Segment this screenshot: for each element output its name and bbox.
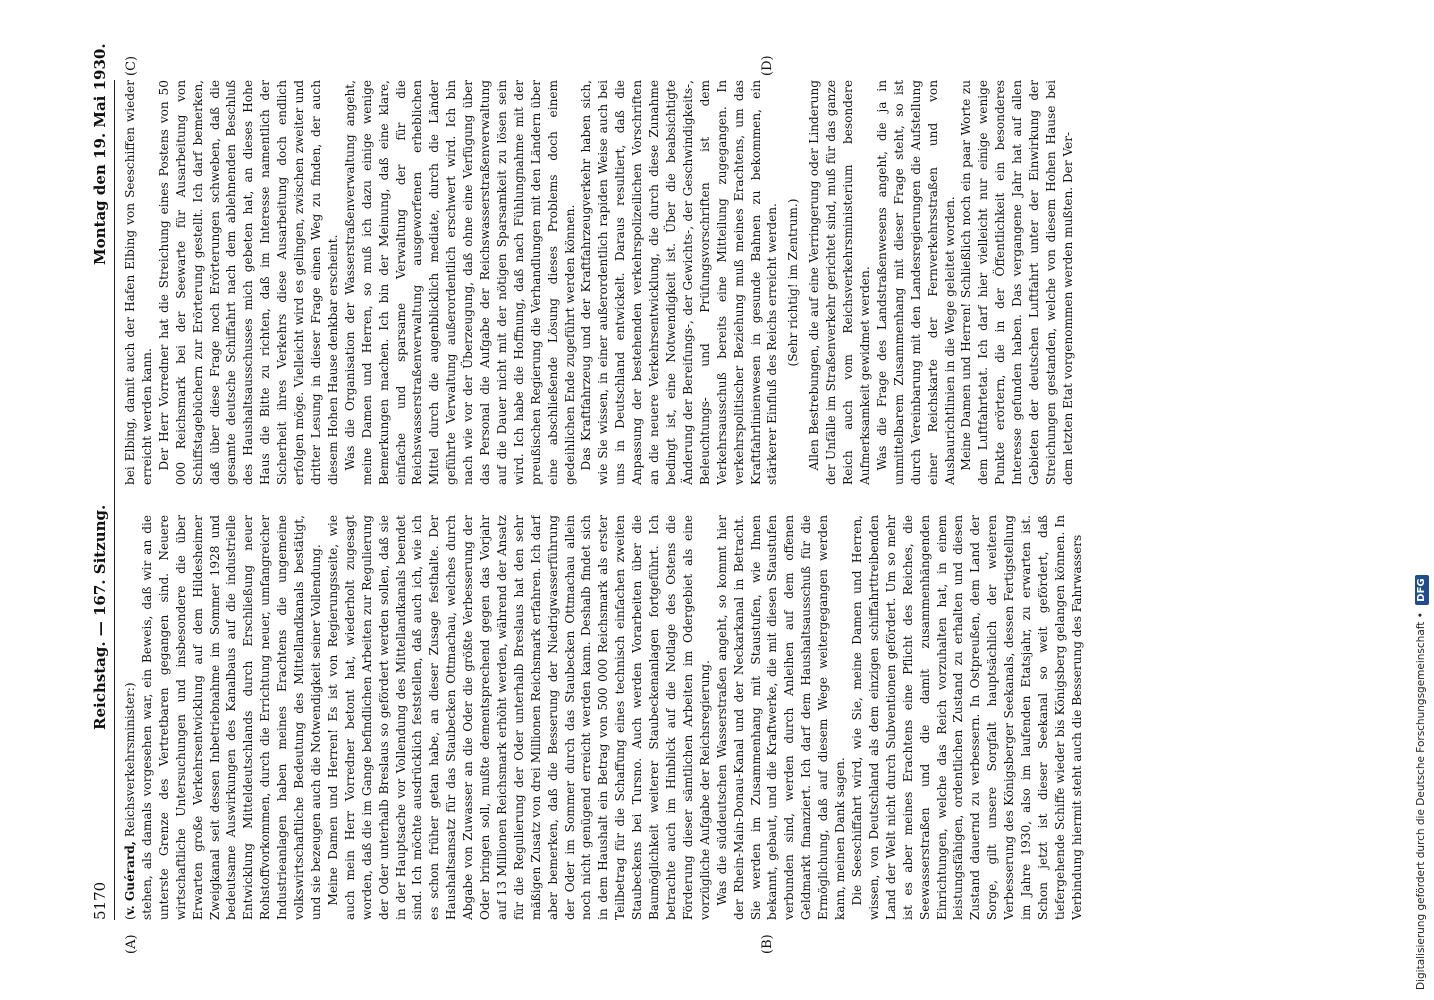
dfg-logo-icon: DFG bbox=[1415, 575, 1429, 604]
header-rule bbox=[114, 80, 115, 920]
paragraph: Was die Organisation der Wasserstraßenverwaltung angeht, meine Damen und Herren, so muß ich dazu einige wenige Bemerkungen machen. Ich bin der Meinung, daß eine klare, einfache und sparsame Verwaltung der für die Reichswasserstraßenverwaltung ausgeworfenen erheblichen Mittel durch die augenblicklich mediate, durch die Länder geführte Verwaltung außerordentlich erschwert wird. Ich bin nach wie vor der Überzeugung, daß ohne eine Verfügung über das Personal die Aufgabe der Reichswasserstraßenverwaltung auf die Dauer nicht mit der nötigen Sparsamkeit zu lösen sein wird. Ich habe die Hoffnung, daß nach Fühlungnahme mit der preußischen Regierung die Verhandlungen mit den Ländern über eine abschließende Lösung dieses Problems doch einem gedeihlichen Ende zugeführt werden können. bbox=[342, 80, 577, 485]
margin-marker-d: (D) bbox=[760, 55, 775, 76]
paragraph: Meine Damen und Herren! Schließlich noch ein paar Worte zu dem Luftfahrtetat. Ich darf hier vielleicht nur einige wenige Punkte erörtern, die in der Öffentlichkeit ein besonderes Interesse gefunden haben. Das vergangene Jahr hat auf allen Gebieten der deutschen Luftfahrt unter der Einwirkung der Streichungen gestanden, welche von diesem Hohen Hause bei dem letzten Etat vorgenommen werden mußten. Der Ver- bbox=[959, 80, 1075, 485]
digitization-stamp bbox=[1410, 10, 1432, 990]
margin-marker-a: (A) bbox=[124, 934, 139, 954]
paragraph: Meine Damen und Herren! Es ist von Regierungsseite, wie auch mein Herr Vorredner betont hat, wiederholt zugesagt worden, daß die im Gange befindlichen Arbeiten zur Regulierung der Oder unterhalb Breslaus so gefördert werden sollen, daß sie in der Hauptsache vor Vollendung des Mittellandkanals beendet sind. Ich möchte ausdrücklich feststellen, daß auch ich, wie ich es schon früher getan habe, an dieser Zusage festhalte. Der Haushaltsansatz für das Staubecken Ottmachau, welches durch Abgabe von Zuwasser an die Oder die größte Verbesserung der Oder bringen soll, mußte dementsprechend gegen das Vorjahr auf 13 Millionen Reichsmark erhöht werden, während der Ansatz für die Regulierung der Oder unterhalb Breslaus hat den sehr mäßigen Zusatz von drei Millionen Reichsmark erfahren. Ich darf aber bemerken, daß die Besserung der Niedrigwasserführung der Oder im Sommer durch das Staubecken Ottmachau allein noch nicht genügend erreicht werden kann. Deshalb findet sich in dem Haushalt ein Betrag von 500 000 Reichsmark als erster Teilbetrag für die Schaffung eines technisch einfachen zweiten Staubeckens bei Tursno. Auch werden Vorarbeiten über die Baumöglichkeit weiterer Staubeckenanlagen fortgeführt. Ich betrachte auch im Hinblick auf die Notlage des Ostens die Förderung dieser sämtlichen Arbeiten im Odergebiet als eine vorzügliche Aufgabe der Reichsregierung. bbox=[325, 515, 712, 920]
interjection: (Sehr richtig! im Zentrum.) bbox=[786, 198, 801, 367]
session-title: Reichstag. — 167. Sitzung. bbox=[91, 504, 109, 730]
speaker-role: Reichsverkehrsminister: bbox=[123, 687, 137, 838]
paragraph: Was die süddeutschen Wasserstraßen angeht, so kommt hier der Rhein-Main-Donau-Kanal und der Neckarkanal in Betracht. Sie werden im Zusammenhang mit Staustufen, wie Ihnen bekannt, gebaut, und die Kraftwerke, die mit diesen Staustufen verbunden sind, werden durch Anleihen auf dem offenen Geldmarkt finanziert. Ich darf dem Haushaltsausschuß für die Ermöglichung, daß auf diesem Wege weitergegangen werden kann, meinen Dank sagen. bbox=[714, 515, 848, 920]
document-page bbox=[80, 40, 1320, 960]
paragraph: Das Kraftfahrzeug und der Kraftfahrzeugverkehr haben sich, wie Sie wissen, in einer außerordentlich rapiden Weise auch bei uns in Deutschland entwickelt. Daraus resultiert, daß die Anpassung der bestehenden verkehrspolizeilichen Vorschriften an die neuere Verkehrsentwicklung, die durch diese Zunahme bedingt ist, eine Notwendigkeit ist. Über die beabsichtigte Änderung der Bereifungs-, der Gewichts-, der Geschwindigkeits-, Beleuchtungs- und Prüfungsvorschriften ist dem Verkehrsausschuß bereits eine Mitteilung zugegangen. In verkehrspolitischer Beziehung muß meines Erachtens, um das Kraftfahrlinienwesen in gesunde Bahnen zu bekommen, ein stärkerer Einfluß des Reichs erreicht werden. bbox=[579, 80, 780, 485]
paragraph: Der Herr Vorredner hat die Streichung eines Postens von 50 000 Reichsmark bei der Seewarte für Ausarbeitung von Schiffstagebüchern zur Erörterung gestellt. Ich darf bemerken, daß über diese Frage noch Erörterungen schweben, daß die gesamte deutsche Schiffahrt nach dem ablehnenden Beschluß des Haushaltsausschusses mich gebeten hat, an dieses Hohe Haus die Bitte zu richten, daß im Interesse namentlich der Sicherheit ihres Verkehrs diese Ausarbeitung doch endlich erfolgen möge. Vielleicht wird es gelingen, zwischen zweiter und dritter Lesung in dieser Frage einen Weg zu finden, der auch diesem Hohen Hause denkbar erscheint. bbox=[156, 80, 340, 485]
paragraph: bei Elbing, damit auch der Hafen Elbing von Seeschiffen wieder erreicht werden kann. bbox=[123, 80, 154, 485]
paragraph: Allen Bestrebungen, die auf eine Verringerung oder Linderung der Unfälle im Straßenverkehr gerichtet sind, muß für das ganze Reich auch vom Reichsverkehrsministerium besondere Aufmerksamkeit gewidmet werden. bbox=[807, 80, 872, 485]
stamp-text: Digitalisierung gefördert durch die Deutsche Forschungsgemeinschaft • bbox=[1415, 612, 1427, 990]
page-number: 5170 bbox=[91, 881, 109, 920]
paragraph: Die Seeschiffahrt wird, wie Sie, meine Damen und Herren, wissen, von Deutschland als dem einzigen schiffahrttreibenden Land der Welt nicht durch Subventionen gefördert. Um so mehr ist es aber meines Erachtens eine Pflicht des Reiches, die Seewasserstraßen und die damit zusammenhängenden Einrichtungen, welche das Reich vorzuhalten hat, in einem leistungsfähigen, ordentlichen Zustand zu erhalten und diesen Zustand dauernd zu verbessern. In Ostpreußen, dem Land der Sorge, gilt unsere Sorgfalt hauptsächlich der weiteren Verbesserung des Königsberger Seekanals, dessen Fertigstellung im Jahre 1930, also im laufenden Etatsjahr, zu erwarten ist. Schon jetzt ist dieser Seekanal so weit gefördert, daß tiefergehende Schiffe wieder bis Königsberg gelangen können. In Verbindung hiermit steht auch die Besserung des Fahrwassers bbox=[849, 515, 1084, 920]
margin-marker-c: (C) bbox=[124, 55, 139, 76]
right-column bbox=[122, 80, 1302, 485]
paragraph: Was die Frage des Landstraßenwesens angeht, die ja in unmittelbarem Zusammenhang mit dieser Frage steht, so ist durch Vereinbarung mit den Landesregierungen die Aufstellung einer Reichskarte der Fernverkehrsstraßen und von Ausbaurichtlinien in die Wege geleitet worden. bbox=[874, 80, 957, 485]
paragraph: stehen, als damals vorgesehen war, ein Beweis, daß wir an die unterste Grenze des Vertretbaren gegangen sind. Neuere wirtschaftliche Untersuchungen und insbesondere die über Erwarten große Verkehrsentwicklung auf dem Hildesheimer Zweigkanal seit dessen Inbetriebnahme im Sommer 1928 und bedeutsame Auswirkungen des Kanalbaus auf die industrielle Entwicklung Mitteldeutschlands durch Erschließung neuer Rohstoffvorkommen, durch die Errichtung neuer, umfangreicher Industrieanlagen haben meines Erachtens die ungemeine volkswirtschaftliche Bedeutung des Mittellandkanals bestätigt, und sie bezeugen auch die Notwendigkeit seiner Vollendung. bbox=[139, 515, 323, 920]
speaker-name: v. Guérard, bbox=[123, 840, 137, 916]
left-column bbox=[122, 515, 1302, 920]
margin-marker-b: (B) bbox=[760, 934, 775, 954]
session-date: Montag den 19. Mai 1930. bbox=[91, 43, 109, 265]
running-head bbox=[88, 43, 112, 920]
speaker-line: (v. Guérard, Reichsverkehrsminister:) bbox=[123, 682, 137, 920]
